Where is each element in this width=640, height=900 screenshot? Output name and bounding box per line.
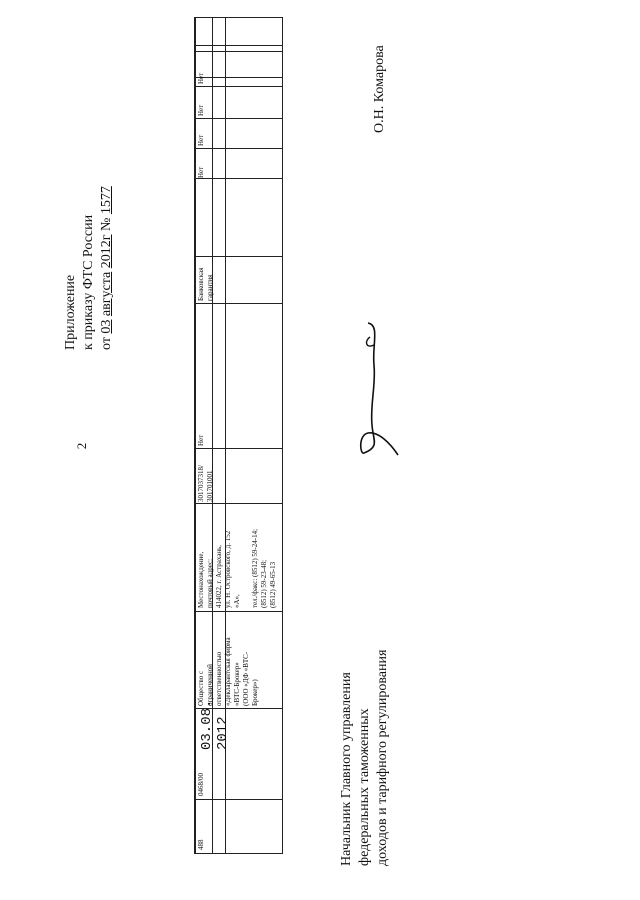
signatory-position: Начальник Главного управления федеральных таможенных доходов и тарифного регулирования bbox=[339, 649, 390, 866]
signature bbox=[350, 315, 410, 465]
annex-number: 1577 bbox=[99, 186, 114, 215]
date-cell: 03.08. 2012 bbox=[199, 699, 231, 750]
annex-line3 bbox=[98, 130, 116, 350]
registration-number-cell: 0468/00 bbox=[197, 773, 205, 796]
annex-header bbox=[62, 130, 122, 350]
annex-day: 03 bbox=[99, 319, 114, 334]
registry-table bbox=[194, 17, 283, 854]
address-cell: Местонахождение, почтовый адрес: 414022, г. Астрахань, ул. Н. Островского, д. 152 «А», тел./факс: (8512) 59-24-14; (8512) 59-23-48; (8512) 49-65-13 bbox=[197, 528, 277, 608]
annex-line2: к приказу ФТС России bbox=[81, 214, 96, 350]
col11-cell: Нет bbox=[197, 104, 205, 116]
organization-cell: Общество с ограниченной ответственностью «Декларантская фирма «ВТС-Брокер» (ООО «ДФ «ВТС- Брокер») bbox=[197, 637, 259, 706]
page-number: 2 bbox=[74, 442, 89, 450]
annex-line1: Приложение bbox=[63, 274, 78, 350]
col10-cell: Нет bbox=[197, 134, 205, 146]
signatory-name: О.Н. Комарова bbox=[372, 45, 387, 133]
col9-cell: Нет bbox=[197, 166, 205, 178]
annex-year: 2012г bbox=[99, 234, 114, 269]
col12-cell: Нет bbox=[197, 72, 205, 84]
annex-month: августа bbox=[99, 271, 114, 317]
row-number-cell: 488 bbox=[197, 839, 205, 850]
annex-number-label: № bbox=[99, 217, 114, 232]
inn-kpp-cell: 3017037318/ 301701001 bbox=[197, 465, 214, 502]
guarantee-cell: Банковская гарантия bbox=[197, 267, 214, 301]
annex-from: от bbox=[99, 337, 114, 350]
col7-cell: Нет bbox=[197, 434, 205, 446]
